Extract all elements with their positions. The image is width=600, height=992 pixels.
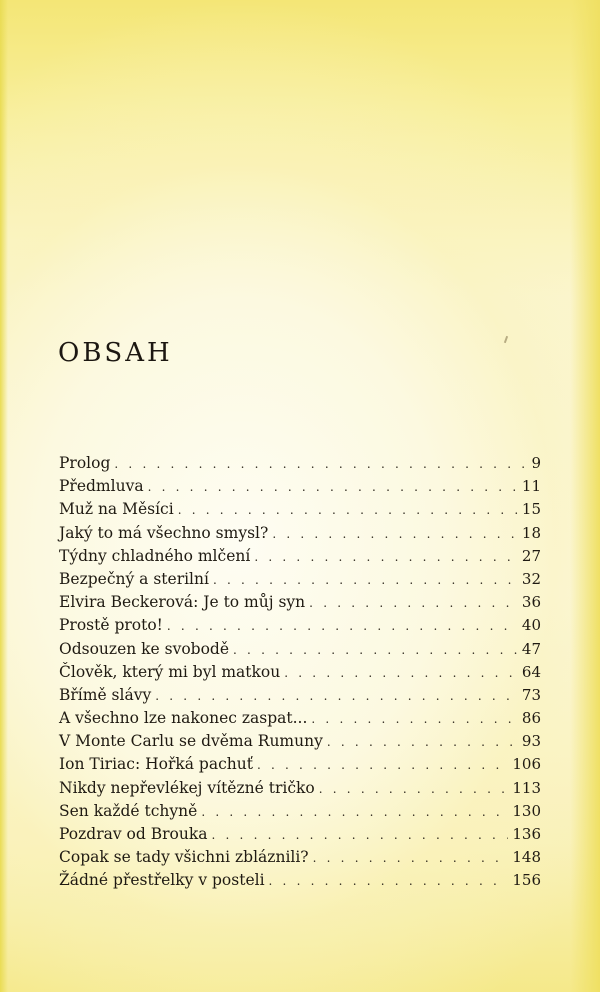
dot-leader — [319, 778, 509, 801]
table-of-contents — [59, 452, 541, 893]
dot-leader — [311, 708, 518, 731]
toc-entry — [59, 545, 541, 568]
page-edge-left — [0, 0, 8, 992]
toc-entry-page-number: 15 — [521, 500, 541, 519]
toc-entry-title: Prostě proto! — [59, 616, 163, 635]
dot-leader — [257, 754, 508, 777]
dot-leader — [114, 453, 525, 476]
toc-entry-page-number: 156 — [512, 871, 541, 890]
toc-entry — [59, 638, 541, 661]
toc-entry-page-number: 18 — [521, 523, 541, 542]
toc-entry-page-number: 130 — [512, 801, 541, 820]
toc-entry-page-number: 93 — [521, 732, 541, 751]
toc-entry-page-number: 40 — [521, 616, 541, 635]
dot-leader — [254, 546, 518, 569]
toc-entry-title: Copak se tady všichni zbláznili? — [59, 848, 309, 867]
toc-entry-page-number: 47 — [521, 639, 541, 658]
dot-leader — [269, 870, 509, 893]
toc-entry — [59, 591, 541, 614]
toc-entry-title: Ion Tiriac: Hořká pachuť — [59, 755, 253, 774]
dot-leader — [327, 731, 518, 754]
toc-entry — [59, 800, 541, 823]
toc-entry-title: Žádné přestřelky v posteli — [59, 871, 265, 890]
dot-leader — [167, 615, 518, 638]
toc-entry-title: Muž na Měsíci — [59, 500, 174, 519]
toc-entry-title: Sen každé tchyně — [59, 801, 198, 820]
toc-entry-page-number: 32 — [521, 569, 541, 588]
dot-leader — [313, 847, 509, 870]
toc-entry-title: Nikdy nepřevlékej vítězné tričko — [59, 778, 315, 797]
paper-speck — [504, 336, 508, 343]
toc-entry-page-number: 113 — [512, 778, 541, 797]
toc-entry-title: V Monte Carlu se dvěma Rumuny — [59, 732, 323, 751]
toc-entry-page-number: 64 — [521, 662, 541, 681]
toc-heading: OBSAH — [58, 338, 173, 368]
toc-entry-title: Pozdrav od Brouka — [59, 825, 208, 843]
toc-entry-title: Jaký to má všechno smysl? — [59, 523, 269, 542]
toc-entry — [59, 846, 541, 869]
dot-leader — [213, 569, 518, 592]
toc-entry-title: Bezpečný a sterilní — [59, 569, 209, 588]
dot-leader — [148, 476, 518, 499]
dot-leader — [309, 592, 518, 615]
toc-entry-page-number: 36 — [521, 593, 541, 612]
toc-entry-title: Břímě slávy — [59, 685, 152, 704]
toc-entry — [59, 661, 541, 684]
dot-leader — [155, 685, 518, 708]
dot-leader — [201, 801, 508, 824]
dot-leader — [272, 523, 518, 546]
toc-entry-title: Prolog — [59, 454, 111, 472]
toc-entry — [59, 869, 541, 892]
toc-entry-title: Týdny chladného mlčení — [59, 546, 251, 565]
toc-entry-page-number: 11 — [521, 477, 541, 496]
toc-entry — [59, 498, 541, 521]
dot-leader — [233, 639, 518, 662]
dot-leader — [284, 662, 518, 685]
toc-entry — [59, 452, 541, 475]
dot-leader — [178, 499, 518, 522]
toc-entry — [59, 614, 541, 637]
toc-entry — [59, 684, 541, 707]
toc-entry-page-number: 106 — [512, 755, 541, 774]
toc-entry-title: Elvira Beckerová: Je to můj syn — [59, 593, 306, 612]
toc-entry — [59, 522, 541, 545]
toc-entry-title: Člověk, který mi byl matkou — [59, 662, 281, 681]
toc-entry — [59, 475, 541, 498]
toc-entry-title: Předmluva — [59, 477, 144, 496]
toc-entry-page-number: 27 — [521, 546, 541, 565]
toc-entry — [59, 707, 541, 730]
toc-entry-page-number: 73 — [521, 685, 541, 704]
toc-entry — [59, 777, 541, 800]
page-edge-right — [570, 0, 600, 992]
dot-leader — [211, 824, 508, 847]
toc-entry — [59, 730, 541, 753]
toc-entry-page-number: 86 — [521, 709, 541, 728]
toc-entry-page-number: 9 — [531, 454, 541, 472]
toc-entry-title: A všechno lze nakonec zaspat... — [59, 709, 308, 728]
toc-entry-title: Odsouzen ke svobodě — [59, 639, 230, 658]
toc-entry-page-number: 148 — [512, 848, 541, 867]
toc-entry — [59, 753, 541, 776]
toc-entry — [59, 823, 541, 846]
toc-entry-page-number: 136 — [512, 825, 541, 843]
toc-entry — [59, 568, 541, 591]
